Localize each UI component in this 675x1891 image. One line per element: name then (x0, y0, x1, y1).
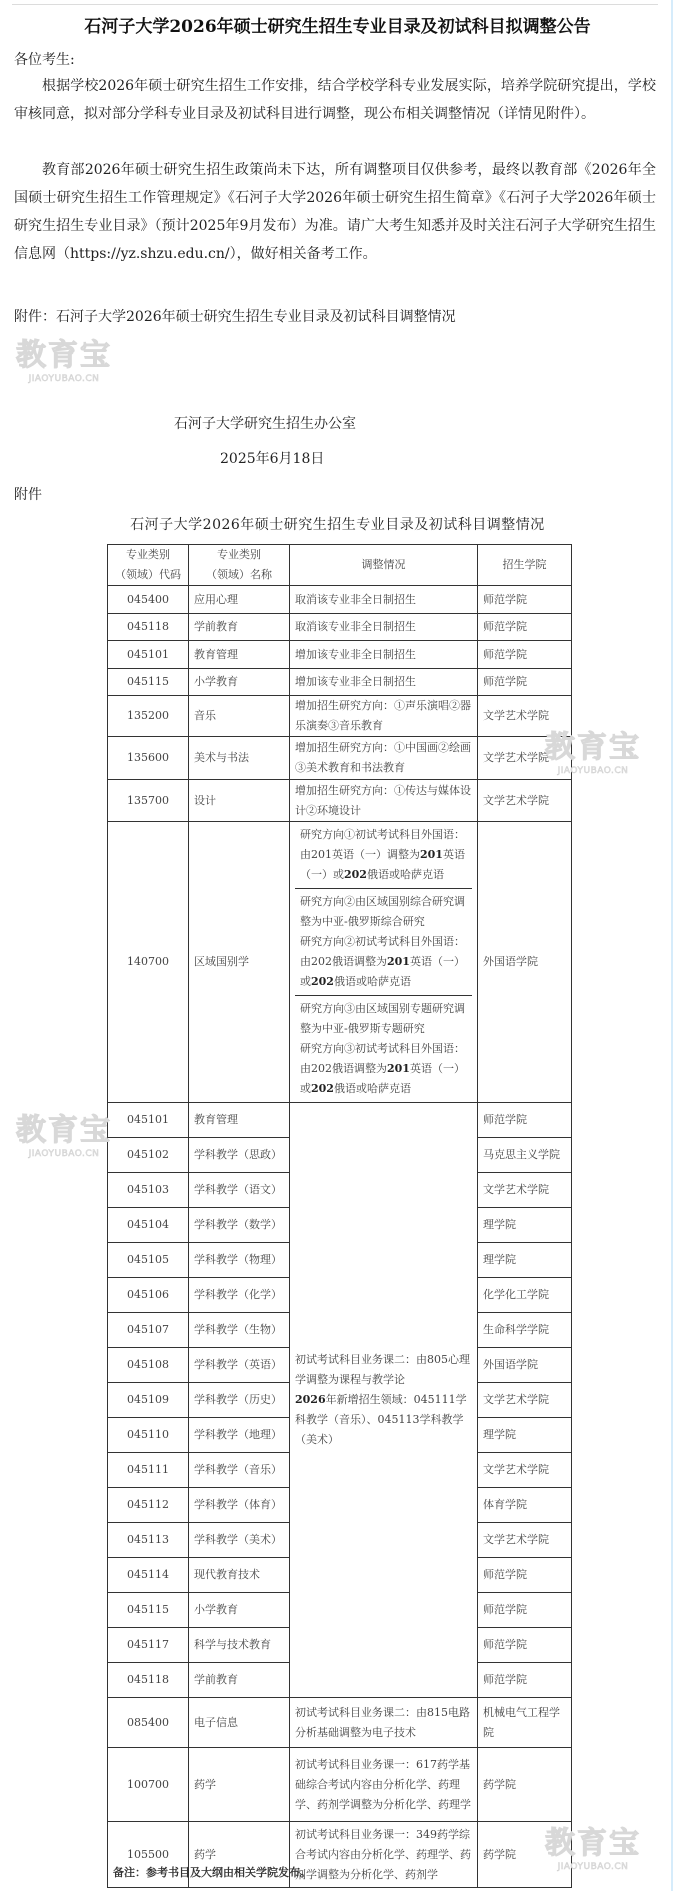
cell-name: 美术与书法 (189, 737, 290, 780)
table-note: 备注：参考书目及大纲由相关学院发布。 (113, 1866, 311, 1879)
cell-code: 045115 (108, 1593, 189, 1628)
cell-college: 师范学院 (478, 1628, 572, 1663)
right-edge-line (671, 0, 673, 1891)
cell-name: 药学 (189, 1822, 290, 1888)
cell-code: 045107 (108, 1313, 189, 1348)
cell-code: 045102 (108, 1138, 189, 1173)
cell-code: 045111 (108, 1453, 189, 1488)
header-college: 招生学院 (478, 545, 572, 586)
cell-name: 学前教育 (189, 1663, 290, 1698)
cell-code: 045110 (108, 1418, 189, 1453)
cell-code: 105500 (108, 1822, 189, 1888)
cell-college: 师范学院 (478, 1103, 572, 1138)
table-title: 石河子大学2026年硕士研究生招生专业目录及初试科目调整情况 (130, 517, 545, 533)
cell-name: 区域国别学 (189, 822, 290, 1103)
cell-code: 045108 (108, 1348, 189, 1383)
cell-college: 外国语学院 (478, 822, 572, 1103)
cell-name: 教育管理 (189, 1103, 290, 1138)
cell-name: 音乐 (189, 696, 290, 737)
cell-college: 外国语学院 (478, 1348, 572, 1383)
watermark: 教育宝 JIAOYUBAO.CN (545, 730, 641, 776)
cell-adjustment: 增加该专业非全日制招生 (290, 669, 478, 696)
cell-code: 045114 (108, 1558, 189, 1593)
cell-name: 学科教学（化学） (189, 1278, 290, 1313)
cell-adjustment: 增加招生研究方向：①声乐演唱②器乐演奏③音乐教育 (290, 696, 478, 737)
cell-code: 045115 (108, 669, 189, 696)
cell-name: 学科教学（语文） (189, 1173, 290, 1208)
attachment-label: 附件 (14, 487, 42, 503)
cell-college: 师范学院 (478, 1663, 572, 1698)
cell-college: 化学化工学院 (478, 1278, 572, 1313)
cell-name: 学科教学（思政） (189, 1138, 290, 1173)
cell-adjustment-merged: 初试考试科目业务课二：由805心理学调整为课程与教学论 2026年新增招生领域：045111学科教学（音乐）、045113学科教学（美术） (290, 1103, 478, 1698)
cell-code: 135700 (108, 780, 189, 822)
cell-name: 科学与技术教育 (189, 1628, 290, 1663)
cell-college: 文学艺术学院 (478, 1453, 572, 1488)
cell-college: 药学院 (478, 1822, 572, 1888)
cell-adjustment: 增加招生研究方向：①中国画②绘画③美术教育和书法教育 (290, 737, 478, 780)
watermark-logo: 教育宝 (16, 338, 112, 373)
cell-adjustment-subrows (290, 822, 478, 1103)
table-row (108, 696, 572, 737)
cell-code: 045106 (108, 1278, 189, 1313)
cell-name: 学科教学（生物） (189, 1313, 290, 1348)
cell-code: 135200 (108, 696, 189, 737)
cell-name: 学科教学（历史） (189, 1383, 290, 1418)
cell-college: 理学院 (478, 1208, 572, 1243)
cell-college: 机械电气工程学院 (478, 1698, 572, 1748)
cell-code: 045400 (108, 586, 189, 614)
cell-name: 学科教学（物理） (189, 1243, 290, 1278)
cell-name: 设计 (189, 780, 290, 822)
cell-adjustment: 初试考试科目业务课一：349药学综合考试内容由分析化学、药理学、药剂学调整为分析化学、药剂学 (290, 1822, 478, 1888)
cell-code: 045112 (108, 1488, 189, 1523)
table-row (108, 737, 572, 780)
cell-name: 电子信息 (189, 1698, 290, 1748)
cell-college: 文学艺术学院 (478, 780, 572, 822)
cell-college: 体育学院 (478, 1488, 572, 1523)
cell-name: 学科教学（英语） (189, 1348, 290, 1383)
cell-college: 药学院 (478, 1748, 572, 1822)
cell-code: 045118 (108, 1663, 189, 1698)
cell-code: 045109 (108, 1383, 189, 1418)
top-divider (12, 4, 658, 5)
cell-college: 师范学院 (478, 641, 572, 669)
cell-name: 学科教学（地理） (189, 1418, 290, 1453)
greeting: 各位考生: (14, 52, 75, 68)
subrow-direction-3: 研究方向③由区域国别专题研究调整为中亚-俄罗斯专题研究 研究方向③初试考试科目外国语：由202俄语调整为201英语（一）或202俄语或哈萨克语 (300, 1002, 465, 1095)
table-row (108, 614, 572, 641)
cell-name: 学科教学（美术） (189, 1523, 290, 1558)
paragraph-2: 教育部2026年硕士研究生招生政策尚未下达，所有调整项目仅供参考，最终以教育部《2026年全国硕士研究生招生工作管理规定》《石河子大学2026年硕士研究生招生简章》《石河子大学2026年硕士研究生招生专业目录》（预计2025年9月发布）为准。请广大考生知悉并及时关注石河子大学研究生招生信息网（https://yz.shzu.edu.cn/），做好相关备考工作。 (14, 162, 656, 262)
cell-name: 现代教育技术 (189, 1558, 290, 1593)
cell-college: 文学艺术学院 (478, 1173, 572, 1208)
cell-code: 045118 (108, 614, 189, 641)
signature-date: 2025年6月18日 (220, 451, 325, 467)
paragraph-1: 根据学校2026年硕士研究生招生工作安排，结合学校学科专业发展实际，培养学院研究提出，学校审核同意，拟对部分学科专业目录及初试科目进行调整，现公布相关调整情况（详情见附件）。 (14, 78, 656, 122)
cell-name: 小学教育 (189, 669, 290, 696)
table-row-regional-studies (108, 822, 572, 1103)
cell-college: 师范学院 (478, 1558, 572, 1593)
cell-name: 学科教学（体育） (189, 1488, 290, 1523)
cell-code: 045105 (108, 1243, 189, 1278)
watermark: 教育宝 JIAOYUBAO.CN (545, 1826, 641, 1872)
cell-name: 小学教育 (189, 1593, 290, 1628)
cell-college: 生命科学学院 (478, 1313, 572, 1348)
cell-name: 药学 (189, 1748, 290, 1822)
cell-college: 文学艺术学院 (478, 1523, 572, 1558)
cell-name: 应用心理 (189, 586, 290, 614)
cell-code: 045101 (108, 1103, 189, 1138)
cell-college: 理学院 (478, 1243, 572, 1278)
cell-name: 学科教学（音乐） (189, 1453, 290, 1488)
subrow-direction-2: 研究方向②由区域国别综合研究调整为中亚-俄罗斯综合研究 研究方向②初试考试科目外国语：由202俄语调整为201英语（一）或202俄语或哈萨克语 (295, 889, 472, 996)
cell-college: 师范学院 (478, 669, 572, 696)
cell-name: 学前教育 (189, 614, 290, 641)
adjustment-table (107, 544, 572, 1888)
cell-adjustment: 增加该专业非全日制招生 (290, 641, 478, 669)
cell-college: 理学院 (478, 1418, 572, 1453)
attachment-line: 附件：石河子大学2026年硕士研究生招生专业目录及初试科目调整情况 (14, 309, 456, 325)
cell-code: 140700 (108, 822, 189, 1103)
table-row (108, 586, 572, 614)
table-row (108, 1103, 572, 1138)
cell-college: 文学艺术学院 (478, 696, 572, 737)
table-row (108, 1748, 572, 1822)
cell-code: 045104 (108, 1208, 189, 1243)
cell-college: 文学艺术学院 (478, 1383, 572, 1418)
cell-name: 学科教学（数学） (189, 1208, 290, 1243)
header-adjustment: 调整情况 (290, 545, 478, 586)
cell-adjustment: 取消该专业非全日制招生 (290, 614, 478, 641)
cell-code: 045117 (108, 1628, 189, 1663)
cell-code: 135600 (108, 737, 189, 780)
cell-adjustment: 取消该专业非全日制招生 (290, 586, 478, 614)
header-code: 专业类别 （领域）代码 (108, 545, 189, 586)
cell-adjustment: 初试考试科目业务课一：617药学基础综合考试内容由分析化学、药理学、药剂学调整为分析化学、药理学 (290, 1748, 478, 1822)
header-name: 专业类别 （领域）名称 (189, 545, 290, 586)
cell-name: 教育管理 (189, 641, 290, 669)
watermark (16, 330, 112, 384)
cell-adjustment: 增加招生研究方向：①传达与媒体设计②环境设计 (290, 780, 478, 822)
cell-code: 100700 (108, 1748, 189, 1822)
cell-adjustment: 初试考试科目业务课二：由815电路分析基础调整为电子技术 (290, 1698, 478, 1748)
cell-college: 师范学院 (478, 614, 572, 641)
cell-code: 085400 (108, 1698, 189, 1748)
cell-code: 045113 (108, 1523, 189, 1558)
cell-college: 马克思主义学院 (478, 1138, 572, 1173)
signature-office: 石河子大学研究生招生办公室 (174, 416, 356, 432)
table-header-row (108, 545, 572, 586)
table-row (108, 669, 572, 696)
cell-college: 文学艺术学院 (478, 737, 572, 780)
table-row (108, 641, 572, 669)
cell-code: 045101 (108, 641, 189, 669)
cell-code: 045103 (108, 1173, 189, 1208)
page-title: 石河子大学2026年硕士研究生招生专业目录及初试科目拟调整公告 (84, 17, 591, 37)
table-row (108, 1698, 572, 1748)
table-row (108, 780, 572, 822)
watermark: 教育宝 JIAOYUBAO.CN (16, 1113, 112, 1159)
cell-college: 师范学院 (478, 586, 572, 614)
cell-college: 师范学院 (478, 1593, 572, 1628)
subrow-direction-1: 研究方向①初试考试科目外国语：由201英语（一）调整为201英语（一）或202俄语或哈萨克语 (295, 822, 472, 889)
watermark-url: JIAOYUBAO.CN (28, 374, 100, 384)
